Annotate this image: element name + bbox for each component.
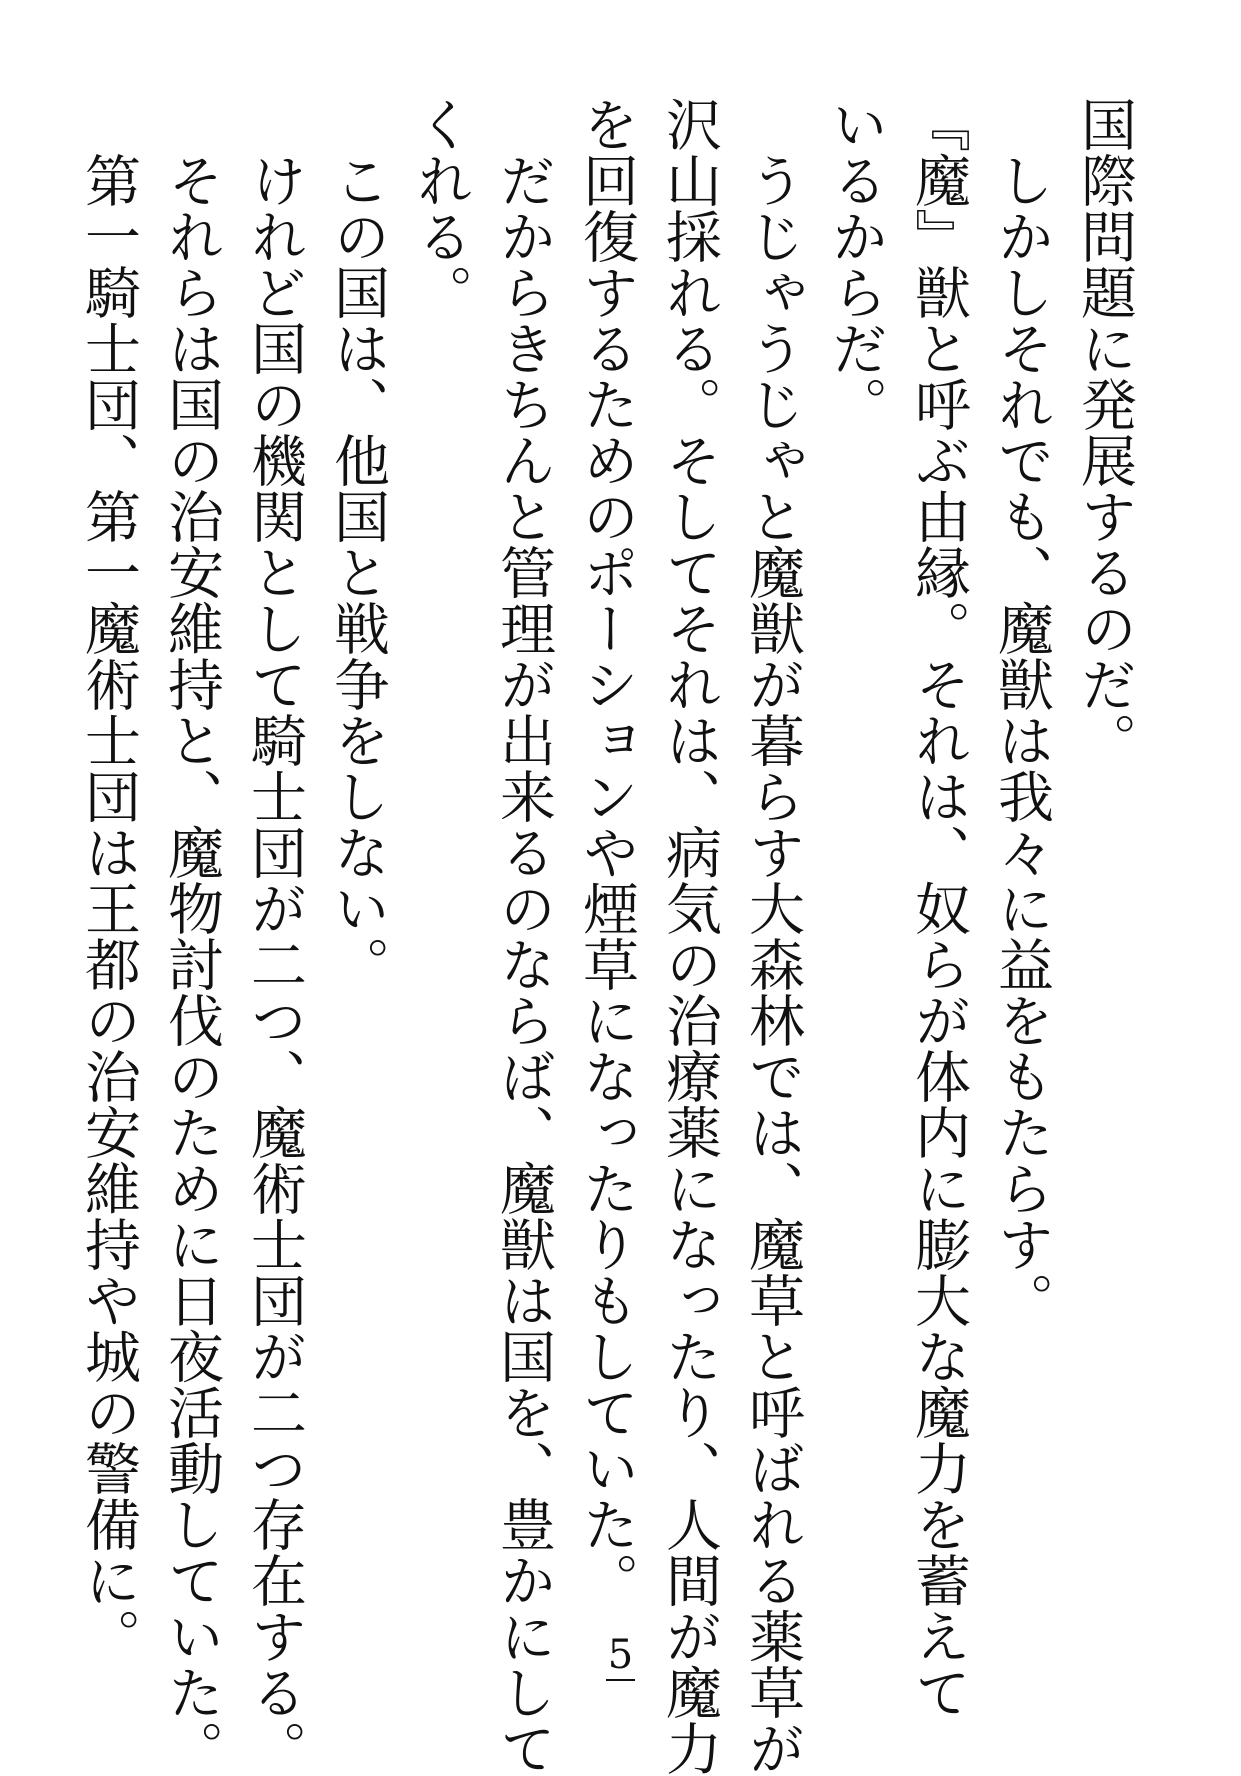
text-line: この国は、他国と戦争をしない。 <box>325 96 390 992</box>
text-line: しかしそれでも、魔獣は我々に益をもたらす。 <box>989 96 1054 1328</box>
text-line: を回復するためのポーションや煙草になったりもしていた。 <box>574 96 639 1608</box>
text-line: 『魔』獣と呼ぶ由縁。それは、奴らが体内に膨大な魔力を蓄えて <box>906 96 971 1720</box>
text-line: 第一騎士団、第一魔術士団は王都の治安維持や城の警備に。 <box>76 96 141 1664</box>
text-line: けれど国の機関として騎士団が二つ、魔術士団が二つ存在する。 <box>242 96 307 1776</box>
text-line: 沢山採れる。そしてそれは、病気の治療薬になったり、人間が魔力 <box>657 96 722 1776</box>
text-line: だからきちんと管理が出来るのならば、魔獣は国を、豊かにして <box>491 96 556 1776</box>
text-line: 国際問題に発展するのだ。 <box>1072 96 1137 768</box>
text-line: いるからだ。 <box>823 96 888 432</box>
text-line: くれる。 <box>408 96 473 320</box>
page-number-label: 5 <box>606 1633 635 1681</box>
vertical-text-block <box>67 96 1146 1776</box>
text-line: うじゃうじゃと魔獣が暮らす大森林では、魔草と呼ばれる薬草が <box>740 96 805 1776</box>
page-number <box>0 1633 1241 1681</box>
text-line: それらは国の治安維持と、魔物討伐のために日夜活動していた。 <box>159 96 224 1776</box>
